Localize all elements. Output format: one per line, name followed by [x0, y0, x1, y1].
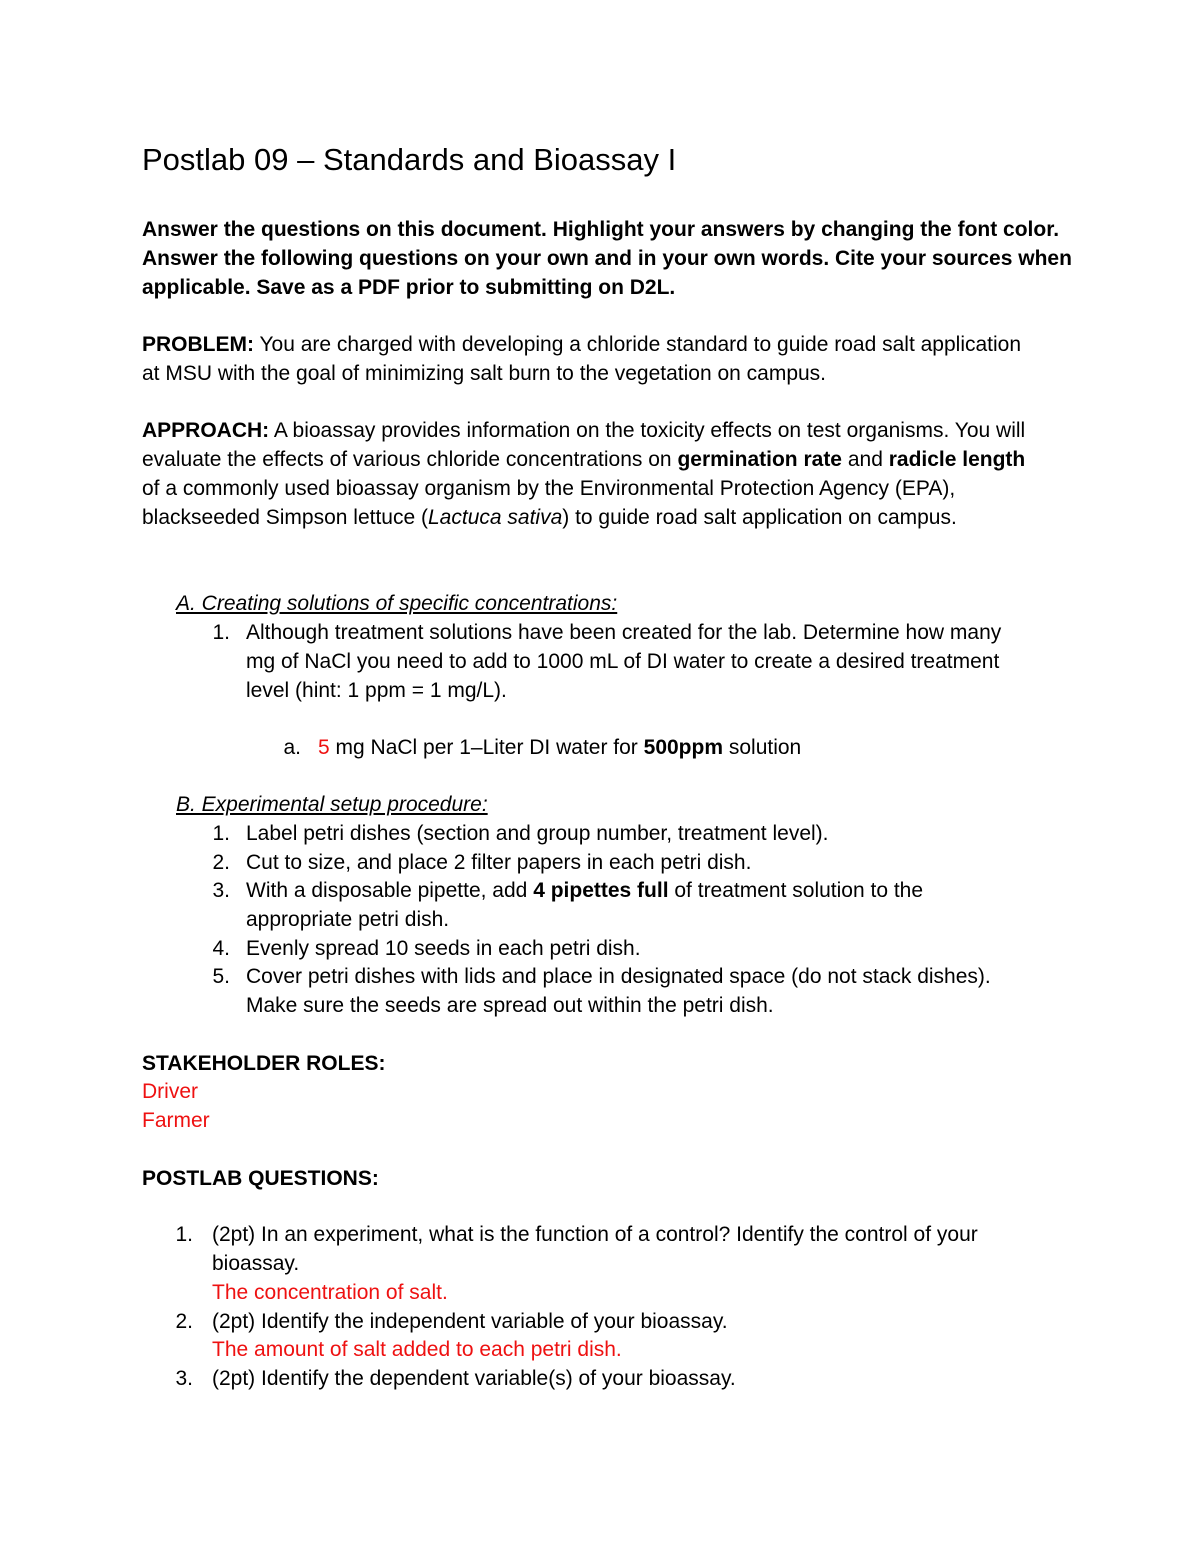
- pipette-amount: 4 pipettes full: [533, 879, 669, 902]
- step-number: 1.: [212, 822, 230, 845]
- page-title: Postlab 09 – Standards and Bioassay I: [142, 142, 677, 177]
- approach-label: APPROACH:: [142, 419, 270, 442]
- problem-label: PROBLEM:: [142, 333, 254, 356]
- stakeholder-heading: STAKEHOLDER ROLES:: [142, 1052, 386, 1075]
- step-number: 3.: [212, 879, 230, 902]
- question-text: (2pt) In an experiment, what is the function of a control? Identify the control of your: [212, 1223, 978, 1246]
- step-text-continued: appropriate petri dish.: [246, 908, 450, 931]
- question-number: 3.: [175, 1367, 193, 1390]
- step-text: Label petri dishes (section and group number, treatment level).: [246, 822, 829, 845]
- approach-line-1: [142, 416, 1025, 445]
- question-text: (2pt) Identify the dependent variable(s) of your bioassay.: [212, 1367, 736, 1390]
- step-text: Cover petri dishes with lids and place in designated space (do not stack dishes).: [246, 965, 991, 988]
- approach-line-3: of a commonly used bioassay organism by the Environmental Protection Agency (EPA),: [142, 477, 956, 500]
- sub-item-text-2: solution: [723, 736, 802, 759]
- problem-line-1: [142, 330, 1021, 359]
- sub-item-answer: 5: [318, 736, 330, 759]
- question-text-continued: bioassay.: [212, 1252, 300, 1275]
- instruction-line-3: applicable. Save as a PDF prior to submitting on D2L.: [142, 276, 676, 299]
- approach-line-4: [142, 503, 957, 532]
- instruction-line-1: Answer the questions on this document. Highlight your answers by changing the font color.: [142, 218, 1060, 241]
- step-number: 5.: [212, 965, 230, 988]
- stakeholder-role: Farmer: [142, 1109, 210, 1132]
- approach-text-4a: blackseeded Simpson lettuce (: [142, 506, 428, 529]
- step-text: Cut to size, and place 2 filter papers in each petri dish.: [246, 851, 752, 874]
- instruction-line-2: Answer the following questions on your own and in your own words. Cite your sources when: [142, 247, 1072, 270]
- question-number: 2.: [175, 1310, 193, 1333]
- step-text-c: of treatment solution to the: [668, 879, 924, 902]
- problem-line-2: at MSU with the goal of minimizing salt burn to the vegetation on campus.: [142, 362, 827, 385]
- step-text-continued: Make sure the seeds are spread out within the petri dish.: [246, 994, 774, 1017]
- sub-item-a: [318, 733, 801, 762]
- question-answer: The amount of salt added to each petri dish.: [212, 1338, 622, 1361]
- sub-item-text-1: mg NaCl per 1–Liter DI water for: [329, 736, 644, 759]
- germination-rate-term: germination rate: [677, 448, 842, 471]
- question-answer: The concentration of salt.: [212, 1281, 448, 1304]
- step-text: Evenly spread 10 seeds in each petri dish.: [246, 937, 641, 960]
- sub-item-letter: a.: [283, 736, 301, 759]
- postlab-heading: POSTLAB QUESTIONS:: [142, 1167, 379, 1190]
- section-a-item-number: 1.: [212, 621, 230, 644]
- approach-line-2: [142, 445, 1025, 474]
- approach-text-2a: evaluate the effects of various chloride concentrations on: [142, 448, 678, 471]
- step-number: 2.: [212, 851, 230, 874]
- section-b-heading: B. Experimental setup procedure:: [176, 793, 488, 816]
- step-number: 4.: [212, 937, 230, 960]
- section-a-item-line-1: Although treatment solutions have been created for the lab. Determine how many: [246, 621, 1002, 644]
- step-text-a: With a disposable pipette, add: [246, 879, 534, 902]
- question-number: 1.: [175, 1223, 193, 1246]
- section-a-item-line-2: mg of NaCl you need to add to 1000 mL of DI water to create a desired treatment: [246, 650, 1000, 673]
- radicle-length-term: radicle length: [888, 448, 1026, 471]
- section-a-item-line-3: level (hint: 1 ppm = 1 mg/L).: [246, 679, 507, 702]
- problem-text-1: You are charged with developing a chloride standard to guide road salt application: [254, 333, 1022, 356]
- approach-text-2c: and: [842, 448, 889, 471]
- section-a-heading: A. Creating solutions of specific concentrations:: [176, 592, 618, 615]
- step-text: [246, 876, 923, 905]
- stakeholder-role: Driver: [142, 1080, 198, 1103]
- sub-item-concentration: 500ppm: [643, 736, 724, 759]
- approach-text-4c: ) to guide road salt application on campus.: [562, 506, 957, 529]
- species-name: Lactuca sativa: [428, 506, 563, 529]
- approach-text-1: A bioassay provides information on the toxicity effects on test organisms. You will: [269, 419, 1026, 442]
- question-text: (2pt) Identify the independent variable of your bioassay.: [212, 1310, 728, 1333]
